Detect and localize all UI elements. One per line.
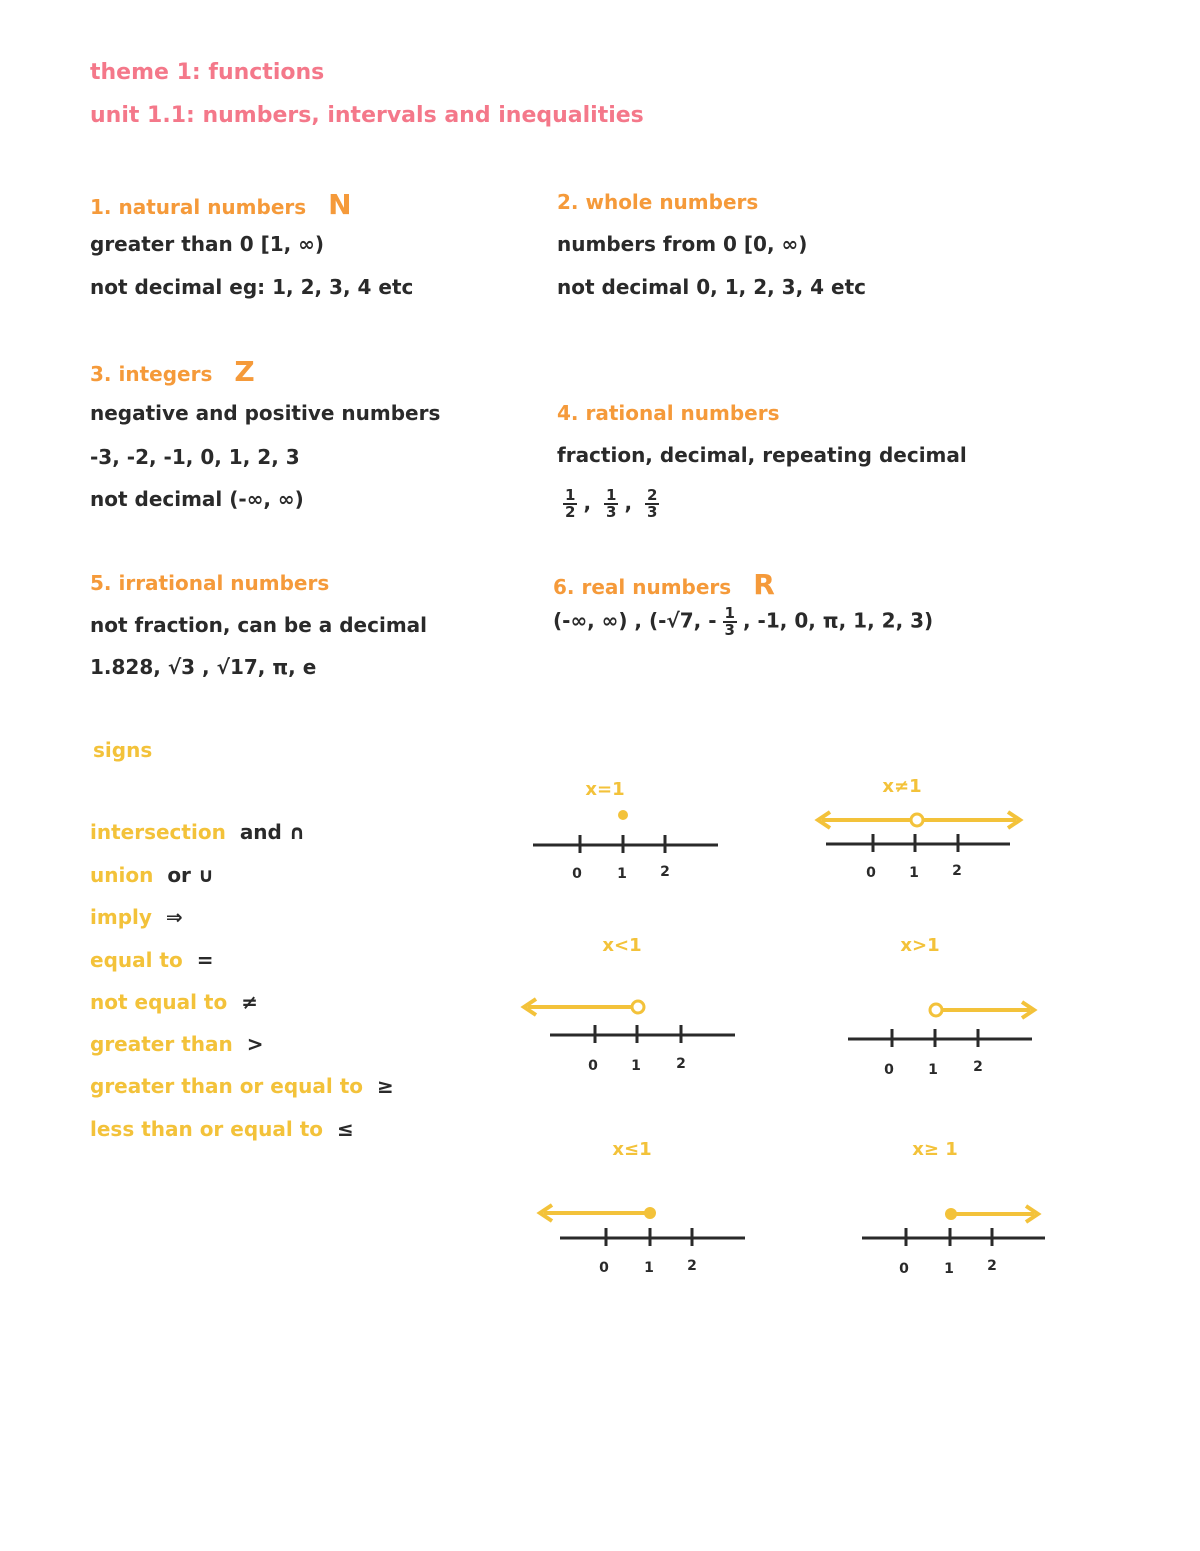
tick-label: 2: [676, 1056, 686, 1072]
tick-label: 1: [644, 1260, 654, 1276]
sign-item: imply ⇒: [90, 905, 183, 929]
number-line-label: x≠1: [882, 776, 922, 797]
tick-label: 0: [866, 865, 876, 881]
tick-label: 0: [599, 1260, 609, 1276]
sign-item: not equal to ≠: [90, 990, 259, 1014]
rational-numbers-title: 4. rational numbers: [557, 401, 780, 425]
tick-label: 0: [899, 1261, 909, 1277]
integers-symbol: Z: [234, 355, 255, 388]
tick-label: 2: [952, 863, 962, 879]
irrational-numbers-line1: not fraction, can be a decimal: [90, 613, 428, 637]
fraction: $\frac{1}{3}$: [606, 486, 617, 521]
tick-label: 1: [631, 1058, 641, 1074]
fraction: $\frac{2}{3}$: [647, 486, 658, 521]
number-line-ge: [862, 1139, 1045, 1277]
closed-dot: [618, 810, 628, 820]
tick-label: 1: [617, 866, 627, 882]
natural-numbers-line2: not decimal eg: 1, 2, 3, 4 etc: [90, 275, 414, 299]
whole-numbers-line1: numbers from 0 [0, ∞): [557, 232, 808, 256]
number-line-eq: [533, 779, 718, 882]
sign-item: greater than or equal to ≥: [90, 1074, 394, 1098]
number-line-neq: [818, 776, 1020, 881]
open-dot: [632, 1001, 644, 1013]
number-line-le: [540, 1139, 745, 1276]
number-line-label: x<1: [602, 935, 642, 956]
integers-title: 3. integers: [90, 362, 213, 386]
sign-item: equal to =: [90, 948, 214, 972]
open-dot: [930, 1004, 942, 1016]
rational-numbers-line1: fraction, decimal, repeating decimal: [557, 443, 967, 467]
natural-numbers-symbol: N: [328, 188, 352, 221]
integers-line2: -3, -2, -1, 0, 1, 2, 3: [90, 445, 300, 469]
tick-label: 0: [588, 1058, 598, 1074]
tick-label: 1: [909, 865, 919, 881]
natural-numbers-title: 1. natural numbers: [90, 195, 307, 219]
closed-dot: [644, 1207, 656, 1219]
unit-title: unit 1.1: numbers, intervals and inequalities: [90, 103, 644, 128]
tick-label: 2: [660, 864, 670, 880]
signs-title: signs: [93, 738, 153, 762]
tick-label: 2: [687, 1258, 697, 1274]
real-numbers-symbol: R: [753, 568, 775, 601]
number-line-label: x=1: [585, 779, 625, 800]
fraction: $\frac{1}{3}$: [724, 604, 735, 639]
irrational-numbers-line2: 1.828, √3 , √17, π, e: [90, 655, 317, 679]
tick-label: 2: [973, 1059, 983, 1075]
fraction: $\frac{1}{2}$: [565, 486, 576, 521]
open-dot: [911, 814, 923, 826]
sign-item: less than or equal to ≤: [90, 1117, 354, 1141]
tick-label: 0: [572, 866, 582, 882]
real-numbers-line1: (-∞, ∞) , (-√7, - $\frac{1}{3}$ , -1, 0, π, 1, 2, 3): [553, 604, 934, 639]
number-line-gt: [848, 935, 1034, 1078]
integers-line1: negative and positive numbers: [90, 401, 441, 425]
theme-title: theme 1: functions: [90, 60, 325, 85]
tick-label: 1: [928, 1062, 938, 1078]
irrational-numbers-title: 5. irrational numbers: [90, 571, 330, 595]
number-line-label: x≥ 1: [912, 1139, 958, 1160]
sign-item: intersection and ∩: [90, 820, 306, 844]
whole-numbers-line2: not decimal 0, 1, 2, 3, 4 etc: [557, 275, 867, 299]
number-line-label: x>1: [900, 935, 940, 956]
sign-item: union or ∪: [90, 863, 215, 887]
integers-line3: not decimal (-∞, ∞): [90, 487, 304, 511]
whole-numbers-title: 2. whole numbers: [557, 190, 759, 214]
tick-label: 1: [944, 1261, 954, 1277]
tick-label: 0: [884, 1062, 894, 1078]
rational-fractions: $\frac{1}{2}$ , $\frac{1}{3}$ , $\frac{2}{3}$: [565, 486, 658, 521]
real-numbers-title: 6. real numbers: [553, 575, 732, 599]
sign-item: greater than >: [90, 1032, 264, 1056]
number-line-label: x≤1: [612, 1139, 652, 1160]
number-line-lt: [524, 935, 735, 1074]
tick-label: 2: [987, 1258, 997, 1274]
natural-numbers-line1: greater than 0 [1, ∞): [90, 232, 324, 256]
